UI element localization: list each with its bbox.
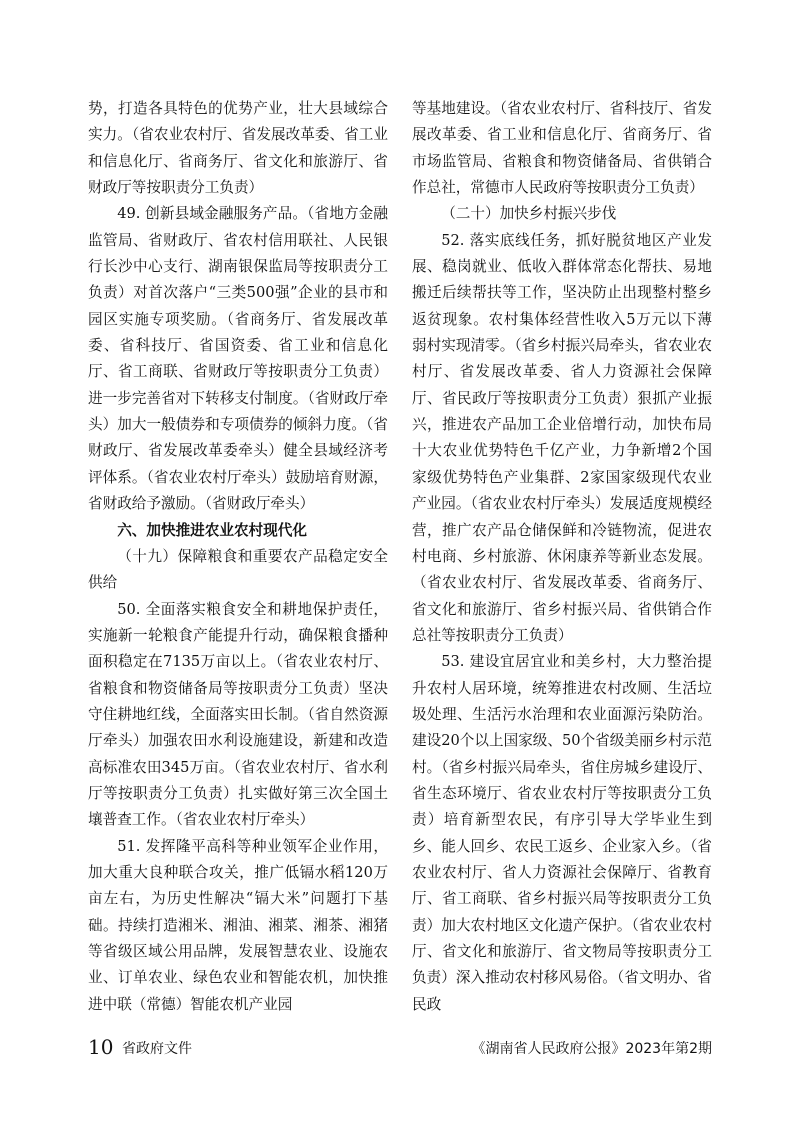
subsection-heading-20: （二十）加快乡村振兴步伐 <box>441 205 617 223</box>
left-column <box>88 96 388 1018</box>
journal-title: 《湖南省人民政府公报》2023年第2期 <box>471 1041 712 1057</box>
right-column <box>412 96 712 1018</box>
item-51-paragraph: 51. 发挥隆平高科等种业领军企业作用，加大重大良种联合攻关，推广低镉水稻120万亩左右，为历史性解决“镉大米”问题打下基础。持续打造湘米、湘油、湘菜、湘茶、湘猪等省级区域公用品牌，发展智慧农业、设施农业、订单农业、绿色农业和智能农机，加快推进中联（常德）智能农机产业园 <box>88 837 388 1013</box>
left-paragraph-continuation: 势，打造各具特色的优势产业，壮大县域综合实力。（省农业农村厅、省发展改革委、省工业和信息化厅、省商务厅、省文化和旅游厅、省财政厅等按职责分工负责） <box>88 100 388 197</box>
item-53-paragraph: 53. 建设宜居宜业和美乡村，大力整治提升农村人居环境，统筹推进农村改厕、生活垃圾处理、生活污水治理和农业面源污染防治。建设20个以上国家级、50个省级美丽乡村示范村。（省乡村振兴局牵头，省住房城乡建设厅、省生态环境厅、省农业农村厅等按职责分工负责）培育新型农民，有序引导大学毕业生到乡、能人回乡、农民工返乡、企业家入乡。（省农业农村厅、省人力资源社会保障厅、省教育厅、省工商联、省乡村振兴局等按职责分工负责）加大农村地区文化遗产保护。（省农业农村厅、省文化和旅游厅、省文物局等按职责分工负责）深入推动农村移风易俗。（省文明办、省民政 <box>412 653 712 1013</box>
item-49-paragraph: 49. 创新县域金融服务产品。（省地方金融监管局、省财政厅、省农村信用联社、人民银行长沙中心支行、湖南银保监局等按职责分工负责）对首次落户“三类500强”企业的县市和园区实施专项奖励。（省商务厅、省发展改革委、省科技厅、省国资委、省工业和信息化厅、省工商联、省财政厅等按职责分工负责）进一步完善省对下转移支付制度。（省财政厅牵头）加大一般债券和专项债券的倾斜力度。（省财政厅、省发展改革委牵头）健全县域经济考评体系。（省农业农村厅牵头）鼓励培育财源，省财政给予激励。（省财政厅牵头） <box>88 205 388 513</box>
section-label: 省政府文件 <box>122 1041 192 1057</box>
item-52-paragraph: 52. 落实底线任务，抓好脱贫地区产业发展、稳岗就业、低收入群体常态化帮扶、易地搬迁后续帮扶等工作，坚决防止出现整村整乡返贫现象。农村集体经营性收入5万元以下薄弱村实现清零。（省乡村振兴局牵头，省农业农村厅、省发展改革委、省人力资源社会保障厅、省民政厅等按职责分工负责）狠抓产业振兴，推进农产品加工企业倍增行动，加快布局十大农业优势特色千亿产业，力争新增2个国家级优势特色产业集群、2家国家级现代农业产业园。（省农业农村厅牵头）发展适度规模经营，推广农产品仓储保鲜和冷链物流，促进农村电商、乡村旅游、休闲康养等新业态发展。（省农业农村厅、省发展改革委、省商务厅、省文化和旅游厅、省乡村振兴局、省供销合作总社等按职责分工负责） <box>412 231 712 644</box>
item-50-paragraph: 50. 全面落实粮食安全和耕地保护责任，实施新一轮粮食产能提升行动，确保粮食播种面积稳定在7135万亩以上。（省农业农村厅、省粮食和物资储备局等按职责分工负责）坚决守住耕地红线，全面落实田长制。（省自然资源厅牵头）加强农田水利设施建设，新建和改造高标准农田345万亩。（省农业农村厅、省水利厅等按职责分工负责）扎实做好第三次全国土壤普查工作。（省农业农村厅牵头） <box>88 600 388 829</box>
page-number: 10 <box>88 1035 114 1059</box>
subsection-heading-19: （十九）保障粮食和重要农产品稳定安全供给 <box>88 547 388 592</box>
page-footer <box>88 1035 712 1059</box>
section-heading-6: 六、加快推进农业农村现代化 <box>117 521 307 539</box>
right-paragraph-continuation: 等基地建设。（省农业农村厅、省科技厅、省发展改革委、省工业和信息化厅、省商务厅、省市场监管局、省粮食和物资储备局、省供销合作总社，常德市人民政府等按职责分工负责） <box>412 100 712 197</box>
